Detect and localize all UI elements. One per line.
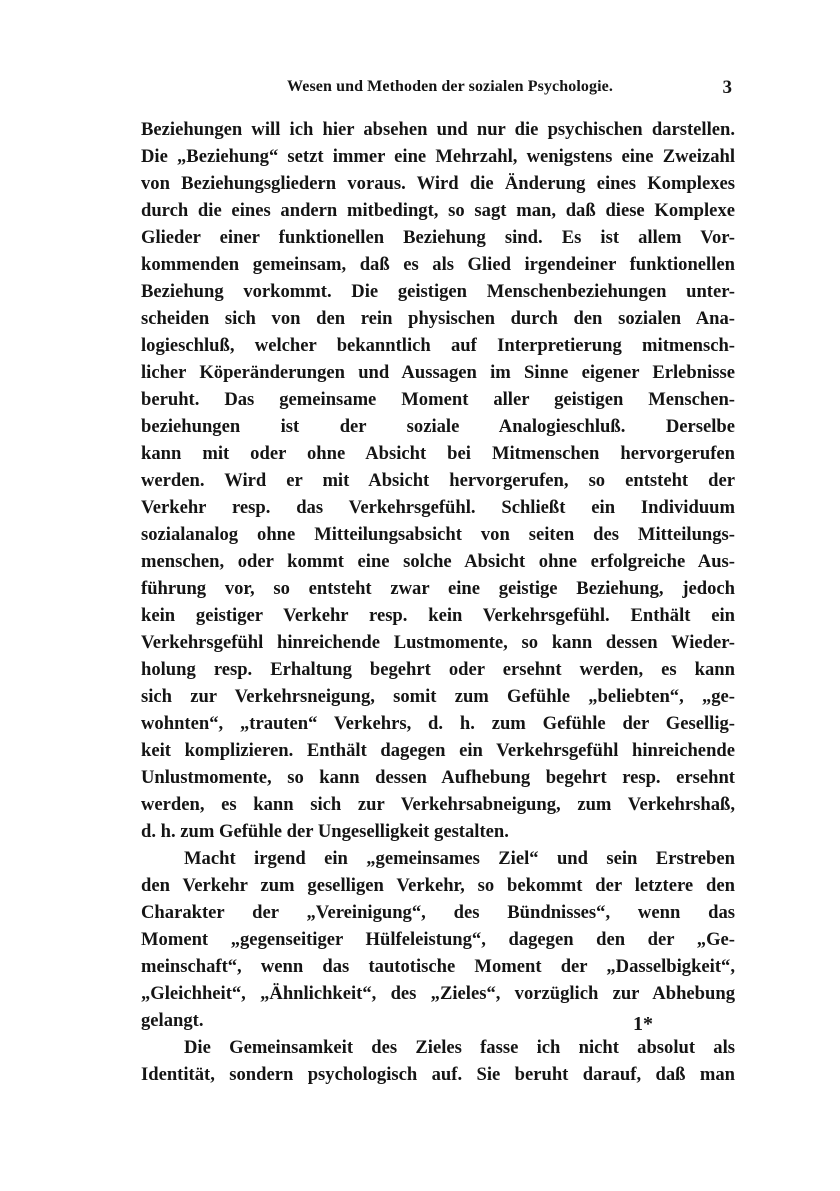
text-line: wohnten“, „trauten“ Verkehrs, d. h. zum Gefühle der Gesellig- — [141, 713, 735, 734]
text-line: logieschluß, welcher bekanntlich auf Interpretierung mitmensch- — [141, 335, 735, 356]
text-line: führung vor, so entsteht zwar eine geistige Beziehung, jedoch — [141, 578, 735, 599]
text-line: beruht. Das gemeinsame Moment aller geistigen Menschen- — [141, 389, 735, 410]
paragraph-start-line: Die Gemeinsamkeit des Zieles fasse ich nicht absolut als — [184, 1037, 735, 1058]
text-line: menschen, oder kommt eine solche Absicht ohne erfolgreiche Aus- — [141, 551, 735, 572]
running-title: Wesen und Methoden der sozialen Psychologie. — [287, 78, 613, 95]
text-line: Verkehrsgefühl hinreichende Lustmomente, so kann dessen Wieder- — [141, 632, 735, 653]
text-line: sozialanalog ohne Mitteilungsabsicht von seiten des Mitteilungs- — [141, 524, 735, 545]
paragraph-start-line: Macht irgend ein „gemeinsames Ziel“ und sein Erstreben — [184, 848, 735, 869]
text-line: „Gleichheit“, „Ähnlichkeit“, des „Zieles“, vorzüglich zur Abhebung — [141, 983, 735, 1004]
text-line: Beziehung vorkommt. Die geistigen Menschenbeziehungen unter- — [141, 281, 735, 302]
text-line: holung resp. Erhaltung begehrt oder ersehnt werden, es kann — [141, 659, 735, 680]
text-line: kein geistiger Verkehr resp. kein Verkehrsgefühl. Enthält ein — [141, 605, 735, 626]
paragraph-end-line: gelangt. — [141, 1010, 204, 1031]
text-line: Identität, sondern psychologisch auf. Sie beruht darauf, daß man — [141, 1064, 735, 1085]
text-line: Die „Beziehung“ setzt immer eine Mehrzahl, wenigstens eine Zweizahl — [141, 146, 735, 167]
text-line: licher Köperänderungen und Aussagen im Sinne eigener Erlebnisse — [141, 362, 735, 383]
text-line: Charakter der „Vereinigung“, des Bündnisses“, wenn das — [141, 902, 735, 923]
text-line: werden, es kann sich zur Verkehrsabneigung, zum Verkehrshaß, — [141, 794, 735, 815]
text-line: von Beziehungsgliedern voraus. Wird die Änderung eines Komplexes — [141, 173, 735, 194]
text-line: durch die eines andern mitbedingt, so sagt man, daß diese Komplexe — [141, 200, 735, 221]
text-line: Beziehungen will ich hier absehen und nur die psychischen darstellen. — [141, 119, 735, 140]
text-line: sich zur Verkehrsneigung, somit zum Gefühle „beliebten“, „ge- — [141, 686, 735, 707]
body-text — [141, 116, 735, 1088]
signature-mark: 1* — [633, 1013, 653, 1035]
text-line: Moment „gegenseitiger Hülfeleistung“, dagegen den der „Ge- — [141, 929, 735, 950]
text-line: den Verkehr zum geselligen Verkehr, so bekommt der letztere den — [141, 875, 735, 896]
text-line: meinschaft“, wenn das tautotische Moment der „Dasselbigkeit“, — [141, 956, 735, 977]
text-line: kommenden gemeinsam, daß es als Glied irgendeiner funktionellen — [141, 254, 735, 275]
text-line: scheiden sich von den rein physischen durch den sozialen Ana- — [141, 308, 735, 329]
text-line: beziehungen ist der soziale Analogieschluß. Derselbe — [141, 416, 735, 437]
text-line: keit komplizieren. Enthält dagegen ein Verkehrsgefühl hinreichende — [141, 740, 735, 761]
text-line: kann mit oder ohne Absicht bei Mitmenschen hervorgerufen — [141, 443, 735, 464]
page-number: 3 — [722, 77, 732, 98]
text-line: Unlustmomente, so kann dessen Aufhebung begehrt resp. ersehnt — [141, 767, 735, 788]
text-line: Glieder einer funktionellen Beziehung sind. Es ist allem Vor- — [141, 227, 735, 248]
paragraph-end-line: d. h. zum Gefühle der Ungeselligkeit gestalten. — [141, 821, 509, 842]
running-head — [140, 78, 740, 104]
text-line: werden. Wird er mit Absicht hervorgerufen, so entsteht der — [141, 470, 735, 491]
text-line: Verkehr resp. das Verkehrsgefühl. Schließt ein Individuum — [141, 497, 735, 518]
